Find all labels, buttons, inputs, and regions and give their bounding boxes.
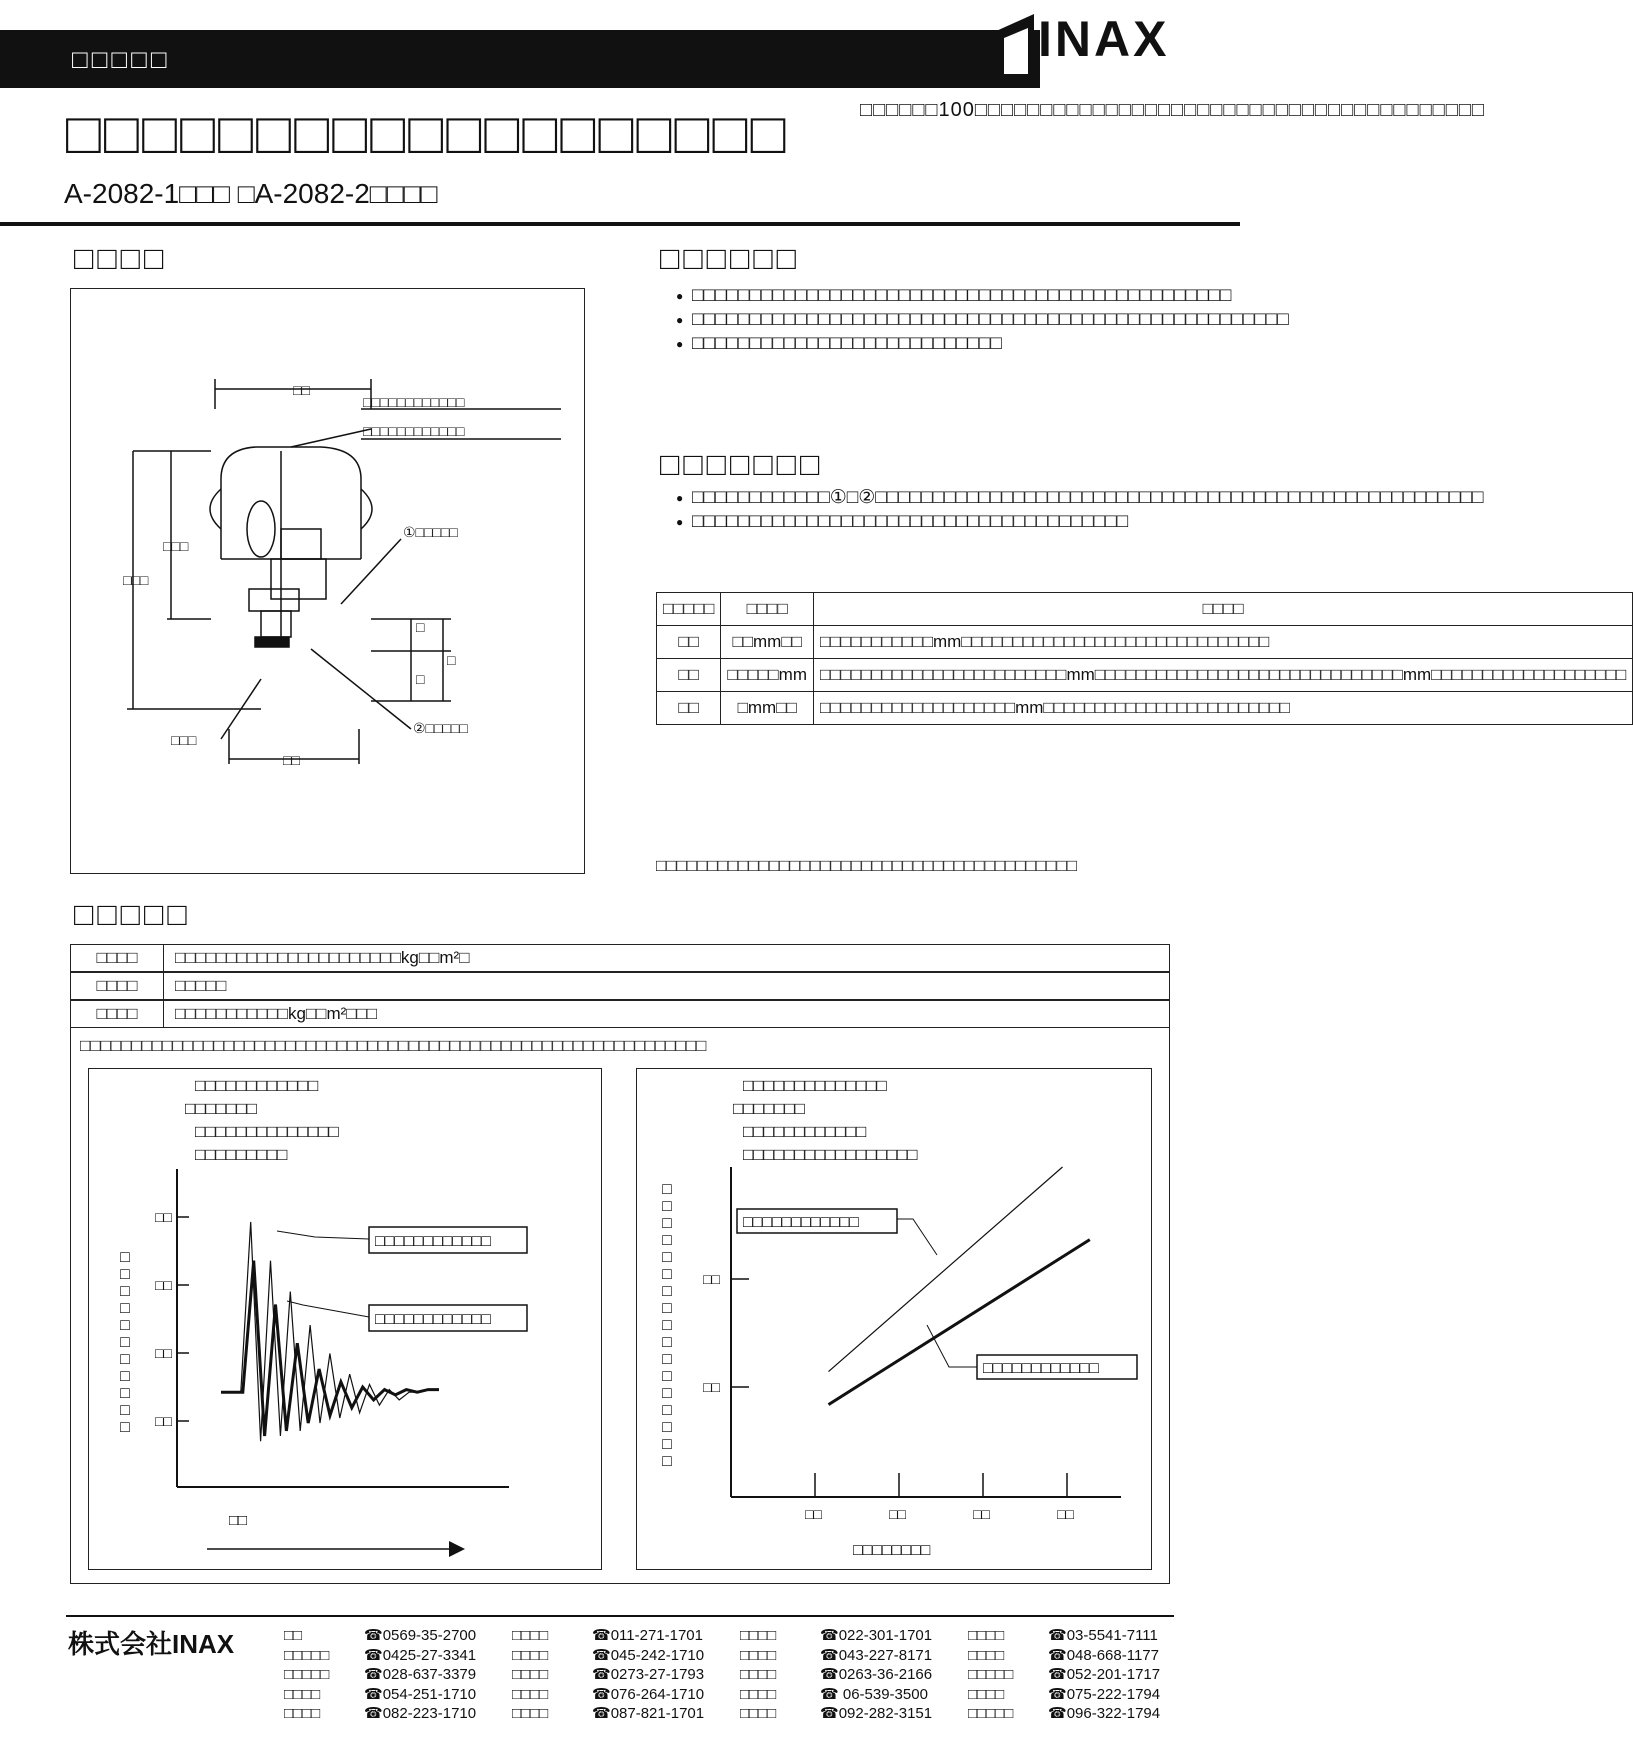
table-cell: □mm□□	[721, 692, 814, 725]
section-heading-features: □□□□□□	[660, 240, 800, 276]
branch-contact	[968, 1646, 1188, 1666]
branch-contact	[284, 1646, 512, 1666]
branch-name: □□□□	[740, 1705, 777, 1722]
callout1-label: □□□□□□□□□□□□	[363, 394, 465, 410]
chart1-frame	[88, 1068, 602, 1570]
table-header-cell: □□□□	[814, 593, 1633, 626]
table-row	[657, 659, 1633, 692]
branch-phone: 045-242-1710	[610, 1646, 705, 1664]
tagline: □□□□□□100□□□□□□□□□□□□□□□□□□□□□□□□□□□□□□□□□□□□□□□	[860, 99, 1485, 121]
x-tick-label: □□	[973, 1506, 990, 1522]
branch-name: □□□□	[968, 1627, 1005, 1644]
branch-phone: 087-821-1701	[610, 1705, 705, 1722]
right-dim1-label: □	[416, 619, 425, 635]
table-header-row	[657, 593, 1633, 626]
phone-icon: ☎	[820, 1666, 839, 1683]
branch-contact	[740, 1646, 968, 1666]
table-row	[657, 692, 1633, 725]
chart2-title-line: □□□□□□□□□□□□□□□□□	[743, 1145, 918, 1164]
bottom-part-label: □□□	[171, 732, 197, 748]
phone-icon: ☎	[1048, 1705, 1067, 1722]
branch-contact	[284, 1704, 512, 1724]
branch-phone: 043-227-8171	[838, 1646, 933, 1664]
phone-icon: ☎	[592, 1646, 611, 1664]
spec-row	[70, 944, 1170, 972]
branch-phone: 082-223-1710	[382, 1705, 477, 1722]
x-tick-label: □□	[805, 1506, 822, 1522]
branch-name: □□□□	[740, 1685, 777, 1703]
spec-value: □□□□□□□□□□□□□□□□□□□□□□kg□□m²□	[175, 948, 470, 967]
usage-item: ● □□□□□□□□□□□□①□②□□□□□□□□□□□□□□□□□□□□□□□□□□□□□□□□□□□□□□□□□□□□□□□□□□□□□	[676, 486, 1176, 510]
phone-icon: ☎	[820, 1627, 839, 1644]
spec-row	[70, 972, 1170, 1000]
spec-row	[70, 1000, 1170, 1028]
table-cell: □□	[657, 692, 721, 725]
branch-name: □□□□	[740, 1646, 777, 1664]
part1-label: ①□□□□□	[403, 524, 458, 540]
y-tick-label: □□	[155, 1209, 172, 1225]
chart2-frame	[636, 1068, 1152, 1570]
chart2-title-line: □□□□□□□□□□□□	[743, 1122, 867, 1141]
branch-phone: 0273-27-1793	[610, 1666, 705, 1683]
chart1-legend-series1: □□□□□□□□□□□□	[375, 1233, 491, 1250]
branch-contact	[512, 1646, 740, 1666]
branch-contact	[968, 1665, 1188, 1685]
chart1-title-line: □□□□□□□	[185, 1099, 257, 1118]
y-tick-label: □□	[703, 1379, 720, 1395]
section-heading-specs: □□□□□	[74, 896, 191, 932]
phone-icon: ☎	[1048, 1627, 1067, 1644]
table-cell: □□□□□□□□□□□mm□□□□□□□□□□□□□□□□□□□□□□□□□□□□□□	[814, 626, 1633, 659]
right-dim3-label: □	[416, 671, 425, 687]
chart2-title-line: □□□□□□□	[733, 1099, 805, 1118]
phone-icon: ☎	[364, 1666, 383, 1683]
branch-name: □□□□□	[284, 1646, 330, 1664]
x-tick-label: □□	[889, 1506, 906, 1522]
phone-icon: ☎	[364, 1685, 383, 1703]
y-tick-label: □□	[703, 1271, 720, 1287]
callout2-label: □□□□□□□□□□□□	[363, 423, 465, 439]
spec-key: □□□□	[71, 973, 164, 999]
y-tick-label: □□	[155, 1413, 172, 1429]
table-cell: □□□□□□□□□□□□□□□□□□□mm□□□□□□□□□□□□□□□□□□□□□□□□	[814, 692, 1633, 725]
spec-value: □□□□□□□□□□□kg□□m²□□□	[175, 1004, 378, 1023]
branch-phone: 092-282-3151	[838, 1705, 933, 1722]
branch-contacts	[284, 1626, 1188, 1724]
branch-contact	[512, 1685, 740, 1705]
branch-name: □□□□	[968, 1685, 1005, 1703]
header-divider	[0, 222, 1240, 226]
phone-icon: ☎	[1048, 1646, 1067, 1664]
branch-contact	[968, 1626, 1188, 1646]
chart2-title-line: □□□□□□□□□□□□□□	[743, 1076, 887, 1095]
branch-phone: 0263-36-2166	[838, 1666, 933, 1683]
chart2-xlabel: □□□□□□□□	[853, 1542, 931, 1559]
branch-name: □□□□□	[284, 1666, 330, 1683]
branch-phone: 06-539-3500	[838, 1685, 928, 1703]
branch-contact	[968, 1685, 1188, 1705]
branch-contact	[740, 1665, 968, 1685]
chart1-ylabel: □□□□□□□□□□□	[116, 1249, 134, 1436]
usage-table-note: □□□□□□□□□□□□□□□□□□□□□□□□□□□□□□□□□□□□□□□□□	[656, 856, 1077, 875]
table-cell: □□□□□mm	[721, 659, 814, 692]
feature-item: ● □□□□□□□□□□□□□□□□□□□□□□□□□□□	[676, 332, 1176, 356]
dim-top-label: □□	[293, 382, 310, 398]
chart2-series-line-2	[829, 1240, 1090, 1405]
branch-contact	[284, 1685, 512, 1705]
branch-phone: 054-251-1710	[382, 1685, 477, 1703]
phone-icon: ☎	[820, 1705, 839, 1722]
branch-name: □□□□	[740, 1627, 777, 1644]
branch-name: □□□□	[284, 1685, 321, 1703]
branch-phone: 0569-35-2700	[382, 1627, 477, 1644]
spec-value: □□□□□	[175, 976, 227, 995]
bottom-dim-label: □□	[283, 752, 300, 768]
table-header-cell: □□□□□	[657, 593, 721, 626]
branch-phone: 03-5541-7111	[1066, 1627, 1158, 1644]
branch-phone: 048-668-1177	[1066, 1646, 1159, 1664]
spec-key: □□□□	[71, 1001, 164, 1027]
phone-icon: ☎	[592, 1666, 611, 1683]
branch-name: □□□□	[512, 1646, 549, 1664]
chart1	[89, 1069, 600, 1568]
branch-name: □□	[284, 1627, 303, 1644]
branch-name: □□□□	[740, 1666, 777, 1683]
left-dim-inner-label: □□□	[163, 538, 189, 554]
logo-mark-icon	[994, 14, 1040, 84]
phone-icon: ☎	[364, 1627, 383, 1644]
chart2-ylabel: □□□□□□□□□□□□□□□□□	[658, 1181, 676, 1470]
branch-contact	[740, 1685, 968, 1705]
footer-divider	[66, 1615, 1174, 1617]
left-dim-outer-label: □□□	[123, 572, 149, 588]
table-cell: □□mm□□	[721, 626, 814, 659]
chart2-series-line-1	[829, 1167, 1063, 1372]
branch-contact	[284, 1665, 512, 1685]
chart2-legend-series2: □□□□□□□□□□□□	[983, 1360, 1099, 1377]
phone-icon: ☎	[820, 1646, 839, 1664]
branch-phone: 028-637-3379	[382, 1666, 477, 1683]
phone-icon: ☎	[592, 1627, 611, 1644]
usage-list	[676, 486, 1484, 534]
branch-name: □□□□	[512, 1666, 549, 1683]
branch-contact	[740, 1626, 968, 1646]
branch-phone: 076-264-1710	[610, 1685, 705, 1703]
section-heading-usage: □□□□□□□	[660, 446, 824, 482]
usage-item: ● □□□□□□□□□□□□□□□□□□□□□□□□□□□□□□□□□□□□□□	[676, 510, 1176, 534]
branch-name: □□□□□	[968, 1705, 1014, 1722]
branch-contact	[512, 1665, 740, 1685]
model-numbers: A-2082-1□□□ □A-2082-2□□□□	[64, 178, 438, 209]
branch-phone: 0425-27-3341	[382, 1646, 477, 1664]
chart1-xlabel: □□	[229, 1512, 248, 1529]
table-cell: □□	[657, 659, 721, 692]
y-tick-label: □□	[155, 1345, 172, 1361]
table-cell: □□	[657, 626, 721, 659]
phone-icon: ☎	[592, 1705, 611, 1722]
phone-icon: ☎	[820, 1685, 839, 1703]
branch-name: □□□□□	[968, 1666, 1014, 1683]
phone-icon: ☎	[592, 1685, 611, 1703]
x-tick-label: □□	[1057, 1506, 1074, 1522]
branch-phone: 096-322-1794	[1066, 1705, 1161, 1722]
category-label: □□□□□	[72, 44, 171, 74]
part2-label: ②□□□□□	[413, 720, 468, 736]
table-header-cell: □□□□	[721, 593, 814, 626]
branch-contact	[512, 1704, 740, 1724]
chart1-title-line: □□□□□□□□□□□□	[195, 1076, 319, 1095]
usage-table	[656, 592, 1633, 725]
features-list	[676, 284, 1289, 356]
feature-item: ● □□□□□□□□□□□□□□□□□□□□□□□□□□□□□□□□□□□□□□□□□□□□□□□□□□□□	[676, 308, 1176, 332]
branch-phone: 011-271-1701	[610, 1627, 703, 1644]
branch-name: □□□□	[512, 1627, 549, 1644]
branch-contact	[740, 1704, 968, 1724]
chart1-title-line: □□□□□□□□□□□□□□	[195, 1122, 339, 1141]
branch-name: □□□□	[284, 1705, 321, 1722]
chart1-legend-series2: □□□□□□□□□□□□	[375, 1311, 491, 1328]
branch-contact	[968, 1704, 1188, 1724]
branch-contact	[512, 1626, 740, 1646]
branch-contact	[284, 1626, 512, 1646]
spec-note: □□□□□□□□□□□□□□□□□□□□□□□□□□□□□□□□□□□□□□□□□□□□□□□□□□□□□□□□□□□□□	[80, 1036, 707, 1055]
table-cell: □□□□□□□□□□□□□□□□□□□□□□□□mm□□□□□□□□□□□□□□□□□□□□□□□□□□□□□□mm□□□□□□□□□□□□□□□□□□□	[814, 659, 1633, 692]
branch-phone: 075-222-1794	[1066, 1685, 1161, 1703]
chart2	[637, 1069, 1150, 1568]
spec-key: □□□□	[71, 945, 164, 971]
feature-item: ● □□□□□□□□□□□□□□□□□□□□□□□□□□□□□□□□□□□□□□□□□□□□□□□	[676, 284, 1176, 308]
branch-phone: 022-301-1701	[838, 1627, 933, 1644]
brand-logo: INAX	[1038, 11, 1170, 67]
structure-diagram	[71, 289, 583, 872]
table-row	[657, 626, 1633, 659]
phone-icon: ☎	[364, 1705, 383, 1722]
chart1-title-line: □□□□□□□□□	[195, 1145, 288, 1164]
phone-icon: ☎	[1048, 1685, 1067, 1703]
company-name: 株式会社INAX	[68, 1629, 235, 1659]
time-arrow-icon	[449, 1541, 465, 1557]
branch-name: □□□□	[968, 1646, 1005, 1664]
chart2-legend-series1: □□□□□□□□□□□□	[743, 1214, 859, 1231]
phone-icon: ☎	[364, 1646, 383, 1664]
branch-name: □□□□	[512, 1685, 549, 1703]
section-heading-structure: □□□□	[74, 240, 168, 276]
branch-phone: 052-201-1717	[1066, 1666, 1161, 1683]
structure-diagram-frame	[70, 288, 585, 874]
y-tick-label: □□	[155, 1277, 172, 1293]
right-dim2-label: □	[447, 652, 456, 668]
phone-icon: ☎	[1048, 1666, 1067, 1683]
branch-name: □□□□	[512, 1705, 549, 1722]
page-title: □□□□□□□□□□□□□□□□□□□	[66, 101, 789, 166]
